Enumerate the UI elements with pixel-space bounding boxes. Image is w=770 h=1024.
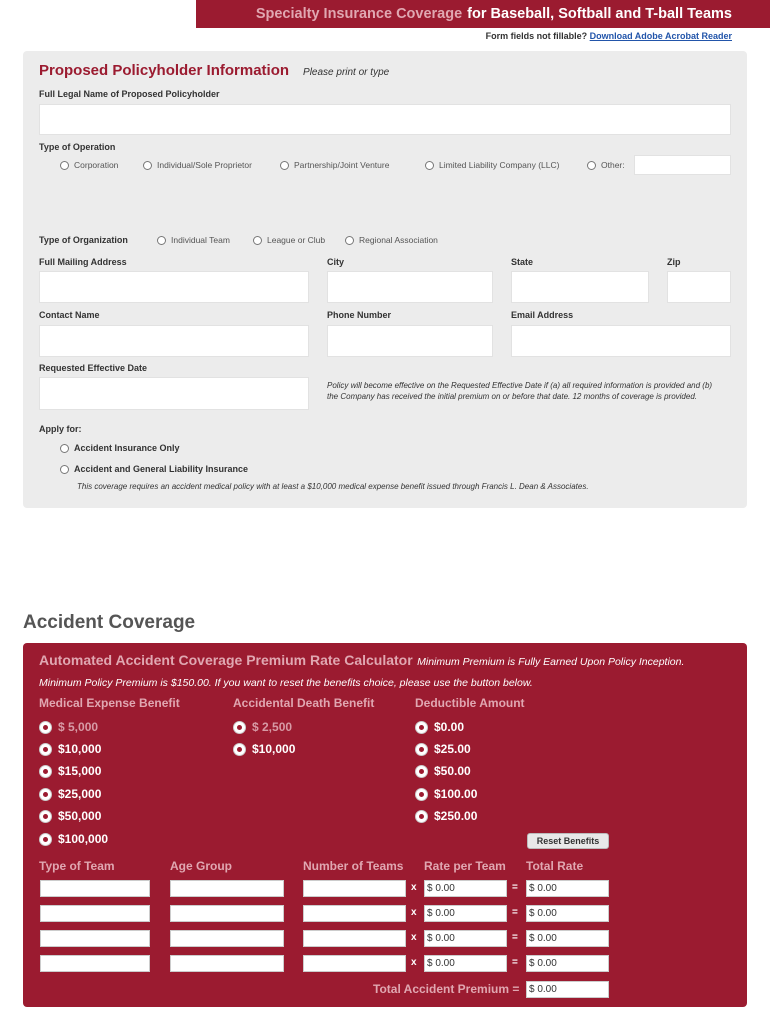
mailing-address-field[interactable] — [39, 271, 309, 303]
organization-label: Type of Organization — [39, 235, 128, 245]
policyholder-heading — [39, 62, 389, 79]
medical-option-100000[interactable]: $100,000 — [39, 832, 108, 846]
row2-times: x — [411, 907, 417, 918]
row3-equals: = — [512, 932, 518, 943]
mailing-address-label: Full Mailing Address — [39, 257, 127, 267]
operation-other-field[interactable] — [634, 155, 731, 175]
row4-times: x — [411, 957, 417, 968]
row3-number-field[interactable] — [303, 930, 406, 947]
row3-total-field[interactable]: $ 0.00 — [526, 930, 609, 947]
policyholder-panel — [23, 51, 747, 508]
medical-option-50000[interactable]: $50,000 — [39, 809, 101, 823]
zip-field[interactable] — [667, 271, 731, 303]
row2-equals: = — [512, 907, 518, 918]
operation-llc-radio[interactable]: Limited Liability Company (LLC) — [425, 160, 559, 170]
effective-date-label: Requested Effective Date — [39, 363, 148, 373]
calculator-panel — [23, 643, 747, 1007]
header-number-of-teams: Number of Teams — [303, 859, 404, 873]
medical-option-15000[interactable]: $15,000 — [39, 764, 101, 778]
organization-regional-radio[interactable]: Regional Association — [345, 235, 438, 245]
operation-other-radio[interactable]: Other: — [587, 160, 625, 170]
header-age-group: Age Group — [170, 859, 232, 873]
row3-age-group-field[interactable] — [170, 930, 284, 947]
death-option-2500[interactable]: $ 2,500 — [233, 720, 292, 734]
contact-name-field[interactable] — [39, 325, 309, 357]
fillable-notice — [486, 31, 732, 41]
operation-sole-proprietor-radio[interactable]: Individual/Sole Proprietor — [143, 160, 252, 170]
fillable-text: Form fields not fillable? — [485, 31, 588, 41]
row4-rate-field[interactable]: $ 0.00 — [424, 955, 507, 972]
header-bar — [196, 0, 770, 28]
row1-rate-field[interactable]: $ 0.00 — [424, 880, 507, 897]
row2-total-field[interactable]: $ 0.00 — [526, 905, 609, 922]
row4-equals: = — [512, 957, 518, 968]
state-field[interactable] — [511, 271, 649, 303]
deductible-option-50[interactable]: $50.00 — [415, 764, 471, 778]
total-premium-label: Total Accident Premium = — [373, 982, 520, 996]
full-name-field[interactable] — [39, 104, 731, 135]
organization-league-radio[interactable]: League or Club — [253, 235, 325, 245]
calculator-intro — [39, 651, 739, 693]
row4-total-field[interactable]: $ 0.00 — [526, 955, 609, 972]
email-label: Email Address — [511, 310, 574, 320]
row1-age-group-field[interactable] — [170, 880, 284, 897]
deductible-option-25[interactable]: $25.00 — [415, 742, 471, 756]
row3-times: x — [411, 932, 417, 943]
calculator-title: Automated Accident Coverage Premium Rate Calculator — [39, 652, 413, 668]
deductible-option-0[interactable]: $0.00 — [415, 720, 464, 734]
header-title-part1: Specialty Insurance Coverage — [255, 6, 463, 22]
header-title-part2: for Baseball, Softball and T-ball Teams — [467, 6, 732, 22]
contact-name-label: Contact Name — [39, 310, 100, 320]
death-option-10000[interactable]: $10,000 — [233, 742, 295, 756]
deductible-option-250[interactable]: $250.00 — [415, 809, 477, 823]
row3-rate-field[interactable]: $ 0.00 — [424, 930, 507, 947]
city-label: City — [327, 257, 345, 267]
apply-accident-only-radio[interactable]: Accident Insurance Only — [60, 443, 180, 453]
email-field[interactable] — [511, 325, 731, 357]
state-label: State — [511, 257, 534, 267]
row4-team-type-field[interactable] — [40, 955, 150, 972]
row2-age-group-field[interactable] — [170, 905, 284, 922]
header-total-rate: Total Rate — [526, 859, 584, 873]
city-field[interactable] — [327, 271, 493, 303]
full-name-label: Full Legal Name of Proposed Policyholder — [39, 89, 220, 99]
phone-label: Phone Number — [327, 310, 392, 320]
header-type-of-team: Type of Team — [39, 859, 115, 873]
policyholder-title: Proposed Policyholder Information — [39, 62, 290, 79]
row2-rate-field[interactable]: $ 0.00 — [424, 905, 507, 922]
row1-number-field[interactable] — [303, 880, 406, 897]
row2-team-type-field[interactable] — [40, 905, 150, 922]
reset-benefits-button[interactable]: Reset Benefits — [527, 833, 609, 849]
accident-coverage-heading: Accident Coverage — [23, 612, 196, 633]
apply-for-label: Apply for: — [39, 424, 82, 434]
row4-age-group-field[interactable] — [170, 955, 284, 972]
row1-equals: = — [512, 882, 518, 893]
row1-team-type-field[interactable] — [40, 880, 150, 897]
calculator-note-2: Minimum Policy Premium is $150.00. If you want to reset the benefits choice, please use the button below. — [39, 677, 533, 689]
operation-partnership-radio[interactable]: Partnership/Joint Venture — [280, 160, 389, 170]
policyholder-subtitle: Please print or type — [303, 67, 390, 78]
row1-times: x — [411, 882, 417, 893]
row3-team-type-field[interactable] — [40, 930, 150, 947]
row1-total-field[interactable]: $ 0.00 — [526, 880, 609, 897]
effective-date-note: Policy will become effective on the Requested Effective Date if (a) all required information is provided and (b) the Company has received the initial premium on or before that date. 12 months of coverage is provided. — [327, 381, 713, 401]
zip-label: Zip — [667, 257, 681, 267]
total-premium-field[interactable]: $ 0.00 — [526, 981, 609, 998]
effective-date-field[interactable] — [39, 377, 309, 410]
apply-note: This coverage requires an accident medical policy with at least a $10,000 medical expense benefit issued through Francis L. Dean & Associates. — [77, 482, 589, 491]
medical-benefit-label: Medical Expense Benefit — [39, 696, 180, 710]
medical-option-25000[interactable]: $25,000 — [39, 787, 101, 801]
calculator-note-1: Minimum Premium is Fully Earned Upon Policy Inception. — [417, 656, 685, 668]
acrobat-download-link[interactable]: Download Adobe Acrobat Reader — [589, 31, 732, 41]
medical-option-5000[interactable]: $ 5,000 — [39, 720, 98, 734]
header-rate-per-team: Rate per Team — [424, 859, 506, 873]
death-benefit-label: Accidental Death Benefit — [233, 696, 375, 710]
deductible-label: Deductible Amount — [415, 696, 525, 710]
phone-field[interactable] — [327, 325, 493, 357]
medical-option-10000[interactable]: $10,000 — [39, 742, 101, 756]
deductible-option-100[interactable]: $100.00 — [415, 787, 477, 801]
organization-individual-team-radio[interactable]: Individual Team — [157, 235, 230, 245]
apply-accident-liability-radio[interactable]: Accident and General Liability Insurance — [60, 464, 248, 474]
row4-number-field[interactable] — [303, 955, 406, 972]
operation-label: Type of Operation — [39, 142, 116, 152]
operation-corporation-radio[interactable]: Corporation — [60, 160, 118, 170]
row2-number-field[interactable] — [303, 905, 406, 922]
